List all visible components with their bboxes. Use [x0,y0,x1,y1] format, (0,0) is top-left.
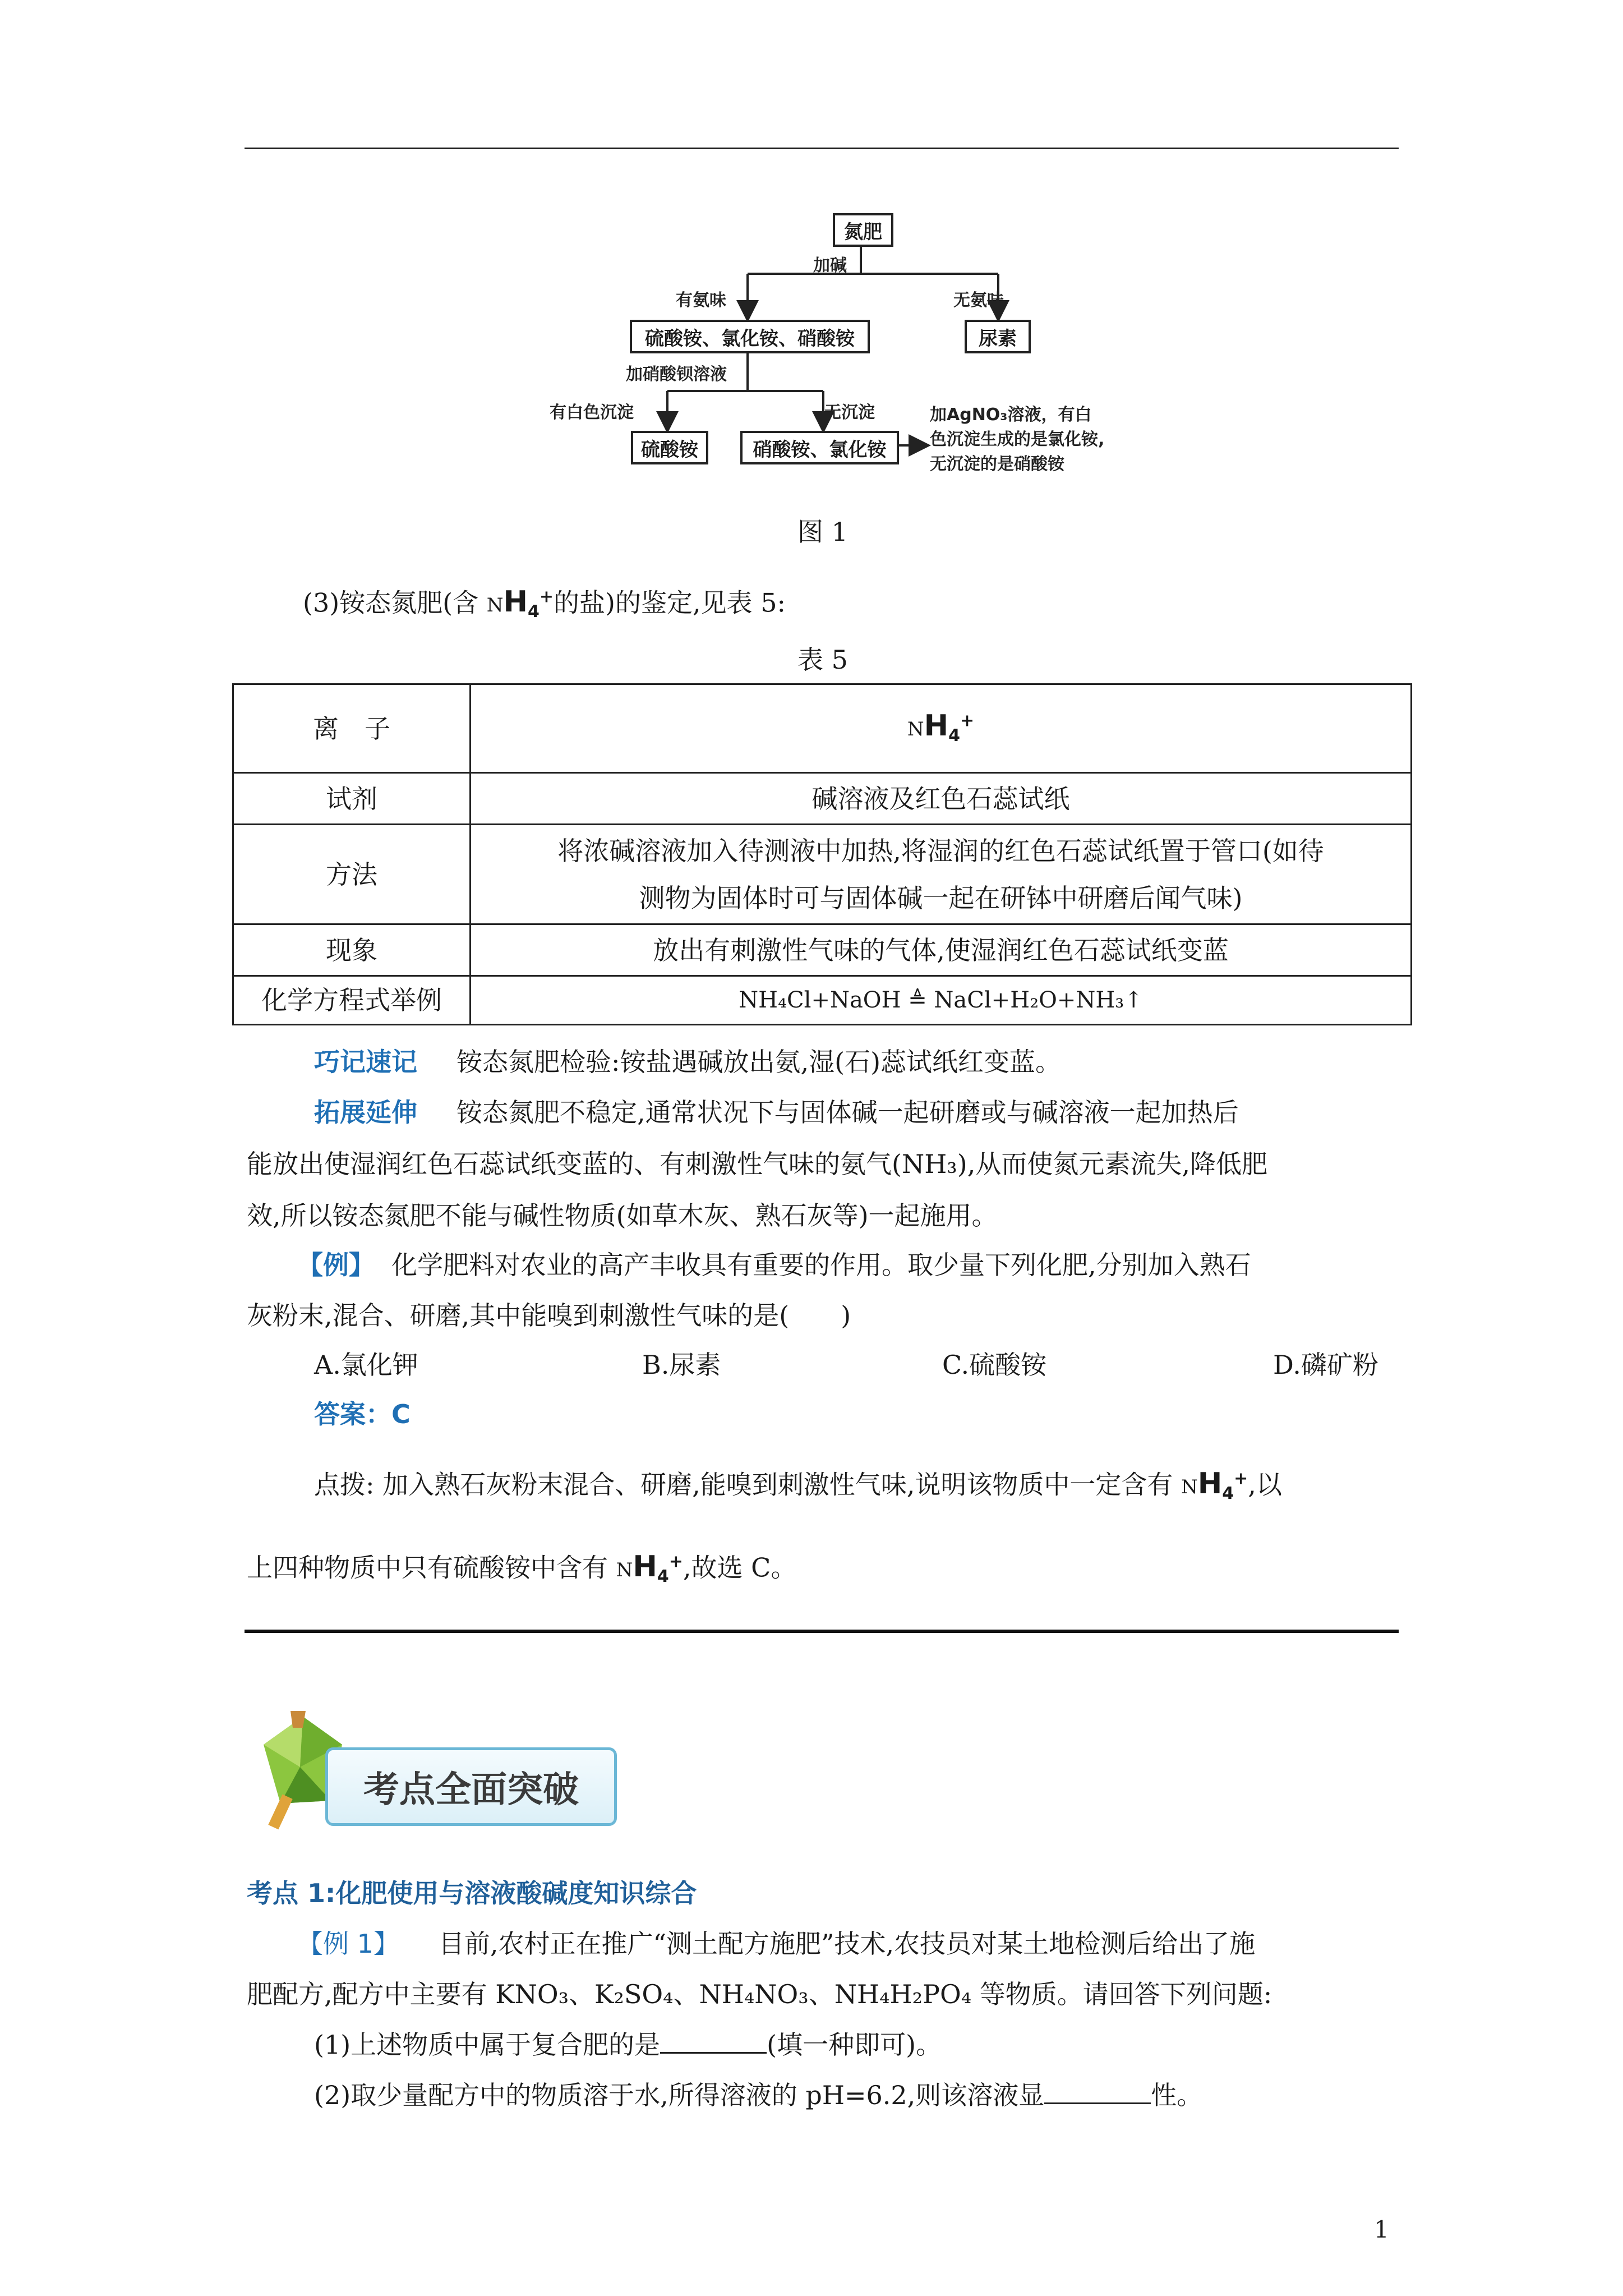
kaodian-title: 考点 1:化肥使用与溶液酸碱度知识综合 [247,1878,697,1908]
example-text-line1: 化学肥料对农业的高产丰收具有重要的作用。取少量下列化肥,分别加入熟石 [391,1250,1251,1280]
ex1-text-line1: 目前,农村正在推广“测土配方施肥”技术,农技员对某土地检测后给出了施 [438,1929,1256,1959]
option-b: B.尿素 [642,1350,721,1380]
table-caption: 表 5 [797,645,848,675]
phenomenon-value-cell: 放出有刺激性气味的气体,使湿润红色石蕊试纸变蓝 [471,924,1412,976]
example-line2: 灰粉末,混合、研磨,其中能嗅到刺激性气味的是( ) [247,1300,851,1331]
table-row [233,825,1412,924]
q2-answer-blank[interactable] [1044,2080,1151,2104]
ion-label-cell: 离 子 [233,684,471,773]
hint-line1 [314,1454,1282,1520]
phenomenon-label-cell: 现象 [233,924,471,976]
ion-formula: $NH_4^+$ [1181,1467,1248,1504]
flow-urea-box: 尿素 [965,320,1031,353]
table-row [233,684,1412,773]
example-answer: 答案：C [314,1399,411,1429]
flow-group-a-box: 硫酸铵、氯化铵、硝酸铵 [630,320,870,353]
ion-value-cell: $NH_4^+$ [471,684,1412,773]
flow-note-line2: 色沉淀生成的是氯化铵, [930,430,1105,449]
table-row [233,924,1412,976]
flow-group-b-box: 硝酸铵、氯化铵 [740,431,899,464]
flow-step1-label: 加碱 [813,256,847,275]
hint-line1-before: 点拨: 加入熟石灰粉末混合、研磨,能嗅到刺激性气味,说明该物质中一定含有 [314,1469,1181,1500]
extension-line1 [314,1087,1239,1138]
option-d: D.磷矿粉 [1273,1350,1378,1380]
flow-step2-label: 加硝酸钡溶液 [626,365,727,384]
example-line1 [297,1240,1251,1290]
ammonium-identification-table [232,683,1412,1025]
memory-paragraph [314,1037,1061,1087]
hint-line2 [247,1537,796,1603]
section-badge [241,1705,623,1834]
nitrogen-fertilizer-flowchart [522,208,1161,482]
extension-line3: 效,所以铵态氮肥不能与碱性物质(如草木灰、熟石灰等)一起施用。 [247,1200,998,1231]
q1-text-after: (填一种即可)。 [767,2030,942,2060]
ex1-line1 [297,1918,1255,1969]
section-badge-label: 考点全面突破 [325,1747,617,1826]
reagent-label-cell: 试剂 [233,773,471,825]
q2-text-after: 性。 [1151,2080,1203,2110]
extension-text-line1: 铵态氮肥不稳定,通常状况下与固体碱一起研磨或与碱溶液一起加热后 [457,1097,1239,1128]
equation-label-cell: 化学方程式举例 [233,976,471,1025]
flow-right-branch-label: 无氨味 [953,291,1004,310]
method-label-cell: 方法 [233,825,471,924]
q1-text-before: (1)上述物质中属于复合肥的是 [314,2030,661,2060]
figure-caption: 图 1 [797,517,848,547]
ex1-label: 【例 1】 [297,1929,399,1959]
method-line1: 将浓碱溶液加入待测液中加热,将湿润的红色石蕊试纸置于管口(如待 [557,835,1324,866]
ion-formula: $NH_4^+$ [486,585,554,622]
hint-line2-before: 上四种物质中只有硫酸铵中含有 [247,1552,616,1583]
flow-root-box: 氮肥 [833,213,893,247]
q2-text-before: (2)取少量配方中的物质溶于水,所得溶液的 pH=6.2,则该溶液显 [314,2080,1045,2110]
table-row [233,976,1412,1025]
extension-line2: 能放出使湿润红色石蕊试纸变蓝的、有刺激性气味的氨气(NH₃),从而使氮元素流失,降低肥 [247,1149,1267,1179]
flow-left-branch-label: 有氨味 [676,291,726,310]
flow-sulfate-box: 硫酸铵 [631,431,708,464]
ion-formula: $NH_4^+$ [616,1550,683,1587]
q1-answer-blank[interactable] [660,2030,767,2054]
example-label: 【例】 [297,1250,375,1280]
memory-label: 巧记速记 [314,1047,417,1077]
extension-label: 拓展延伸 [314,1097,417,1128]
ex1-line2: 肥配方,配方中主要有 KNO₃、K₂SO₄、NH₄NO₃、NH₄H₂PO₄ 等物质。请回答下列问题: [247,1979,1272,2009]
question-1 [314,2019,942,2070]
flow-note-line1: 加AgNO₃溶液，有白 [930,405,1092,425]
question-2 [314,2070,1202,2120]
hint-line2-after: ,故选 C。 [683,1552,797,1583]
equation-value-cell: NH₄Cl+NaOH ≜ NaCl+H₂O+NH₃↑ [471,976,1412,1025]
reagent-value-cell: 碱溶液及红色石蕊试纸 [471,773,1412,825]
flow-precip-label: 有白色沉淀 [550,403,634,422]
table-row [233,773,1412,825]
method-value-cell [471,825,1412,924]
option-c: C.硫酸铵 [942,1350,1047,1380]
hint-line1-after: ,以 [1248,1469,1282,1500]
memory-text: 铵态氮肥检验:铵盐遇碱放出氨,湿(石)蕊试纸红变蓝。 [457,1047,1062,1077]
intro-paragraph [303,572,786,638]
intro-after: 的盐)的鉴定,见表 5: [554,587,786,618]
flow-note-line3: 无沉淀的是硝酸铵 [930,454,1064,474]
top-rule [245,148,1399,149]
page-number: 1 [1374,2216,1389,2243]
flow-no-precip-label: 无沉淀 [824,403,875,422]
flow-note [930,403,1104,477]
option-a: A.氯化钾 [314,1350,418,1380]
section-divider [245,1630,1399,1633]
intro-before: (3)铵态氮肥(含 [303,587,487,618]
method-line2: 测物为固体时可与固体碱一起在研钵中研磨后闻气味) [639,882,1243,913]
